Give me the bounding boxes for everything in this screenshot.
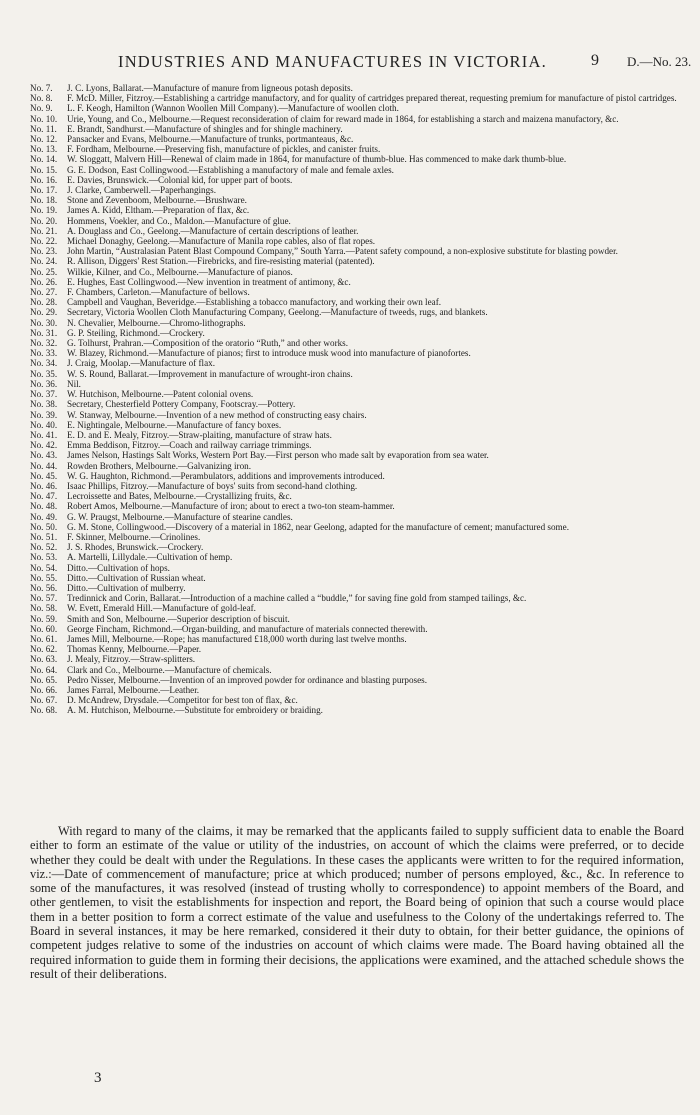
entry-text: W. S. Round, Ballarat.—Improvement in manufacture of wrought-iron chains. [67, 368, 353, 379]
entry-number: No. 41. [30, 429, 58, 440]
entry-text: W. Evett, Emerald Hill.—Manufacture of gold-leaf. [67, 603, 256, 614]
list-item [30, 552, 684, 562]
entry-number: No. 22. [30, 236, 58, 247]
list-item [30, 267, 684, 277]
entry-number: No. 34. [30, 358, 58, 369]
entry-number: No. 23. [30, 246, 58, 257]
entry-number: No. 13. [30, 144, 58, 155]
list-item [30, 338, 684, 348]
entry-number: No. 59. [30, 613, 58, 624]
entry-text: F. Skinner, Melbourne.—Crinolines. [67, 531, 201, 542]
entry-number: No. 29. [30, 307, 58, 318]
list-item [30, 246, 684, 256]
list-item [30, 154, 684, 164]
list-item [30, 665, 684, 675]
entry-text: Stone and Zevenboom, Melbourne.—Brushware. [67, 195, 247, 206]
entry-number: No. 20. [30, 215, 58, 226]
list-item [30, 328, 684, 338]
list-item [30, 634, 684, 644]
entry-number: No. 30. [30, 317, 58, 328]
document-reference: D.—No. 23. [627, 54, 692, 69]
entry-text: G. W. Praugst, Melbourne.—Manufacture of stearine candles. [67, 511, 293, 522]
entry-text: J. S. Rhodes, Brunswick.—Crockery. [67, 542, 204, 553]
entry-text: W. Sloggatt, Malvern Hill—Renewal of claim made in 1864, for manufacture of thumb-blue. Has commenced to make dark thumb-blue. [67, 154, 567, 165]
entry-number: No. 18. [30, 195, 58, 206]
entry-text: G. P. Steiling, Richmond.—Crockery. [67, 327, 205, 338]
entry-number: No. 37. [30, 389, 58, 400]
entry-text: L. F. Keogh, Hamilton (Wannon Woollen Mill Company).—Manufacture of woollen cloth. [67, 103, 399, 114]
entry-text: W. Stanway, Melbourne.—Invention of a new method of constructing easy chairs. [67, 409, 367, 420]
list-item [30, 287, 684, 297]
entry-number: No. 36. [30, 378, 58, 389]
list-item [30, 114, 684, 124]
entry-text: W. G. Haughton, Richmond.—Perambulators, additions and improvements introduced. [67, 470, 385, 481]
list-item [30, 103, 684, 113]
entry-number: No. 55. [30, 572, 58, 583]
list-item [30, 583, 684, 593]
entry-number: No. 27. [30, 287, 58, 298]
entry-number: No. 10. [30, 113, 58, 124]
entry-number: No. 43. [30, 450, 58, 461]
list-item [30, 236, 684, 246]
entry-text: J. C. Lyons, Ballarat.—Manufacture of manure from ligneous potash deposits. [67, 83, 353, 93]
entry-text: James Farral, Melbourne.—Leather. [67, 684, 200, 695]
list-item [30, 695, 684, 705]
list-item [30, 614, 684, 624]
list-item [30, 165, 684, 175]
entry-text: Ditto.—Cultivation of mulberry. [67, 582, 186, 593]
entry-text: Hommens, Voekler, and Co., Maldon.—Manufacture of glue. [67, 215, 291, 226]
list-item [30, 256, 684, 266]
entry-text: Robert Amos, Melbourne.—Manufacture of iron; about to erect a two-ton steam-hammer. [67, 501, 395, 512]
entry-text: G. E. Dodson, East Collingwood.—Establishing a manufactory of male and female axles. [67, 164, 394, 175]
entry-number: No. 7. [30, 83, 53, 93]
entry-number: No. 38. [30, 399, 58, 410]
list-item [30, 654, 684, 664]
list-item [30, 358, 684, 368]
list-item [30, 175, 684, 185]
entry-number: No. 62. [30, 644, 58, 655]
list-item [30, 216, 684, 226]
entry-text: G. Tolhurst, Prahran.—Composition of the oratorio “Ruth,” and other works. [67, 338, 349, 349]
entry-number: No. 14. [30, 154, 58, 165]
entry-text: E. Brandt, Sandhurst.—Manufacture of shingles and for shingle machinery. [67, 123, 343, 134]
list-item [30, 491, 684, 501]
entry-text: N. Chevalier, Melbourne.—Chromo-lithographs. [67, 317, 246, 328]
entry-text: J. Mealy, Fitzroy.—Straw-splitters. [67, 654, 196, 665]
page-header [0, 52, 700, 74]
entry-text: James Mill, Melbourne.—Rope; has manufactured £18,000 worth during last twelve months. [67, 633, 407, 644]
list-item [30, 399, 684, 409]
body-paragraph: With regard to many of the claims, it may be remarked that the applicants failed to supply sufficient data to enable the Board either to form an estimate of the value or utility of the industries, on account of which the claims were preferred, or to decide whether they could be dealt with under the Regulations. In these cases the applicants were written to for the required information, viz.:—Date of commencement of manufacture; price at which produced; number of persons employed, &c., &c. In reference to some of the manufactures, it was resolved (instead of trusting wholly to correspondence) to appoint members of the Board, and other gentlemen, to visit the establishments for inspection and report, the Board being of opinion that such a course would place them in a better position to form a correct estimate of the value and usefulness to the Colony of the undertakings referred to. The Board in several instances, it may be here remarked, considered it their duty to obtain, for their better guidance, the opinions of competent judges relative to some of the industries on account of which claims were made. The Board having obtained all the required information to guide them in forming their decisions, the applications were examined, and the attached schedule shows the result of their deliberations. [30, 824, 684, 981]
entry-text: Campbell and Vaughan, Beveridge.—Establishing a tobacco manufactory, and working their own leaf. [67, 297, 442, 308]
list-item [30, 440, 684, 450]
entry-number: No. 47. [30, 491, 58, 502]
entry-number: No. 42. [30, 440, 58, 451]
entry-text: F. McD. Miller, Fitzroy.—Establishing a cartridge manufactory, and for quality of cartridges prepared thereat, requesting premium for manufacture of pistol cartridges. [67, 93, 677, 104]
entry-text: R. Allison, Diggers' Rest Station.—Firebricks, and fire-resisting material (patented). [67, 256, 375, 267]
entry-number: No. 67. [30, 695, 58, 706]
entry-number: No. 12. [30, 134, 58, 145]
entry-text: Ditto.—Cultivation of Russian wheat. [67, 572, 206, 583]
entry-number: No. 21. [30, 225, 58, 236]
list-item [30, 685, 684, 695]
entry-text: F. Chambers, Carleton.—Manufacture of bellows. [67, 287, 250, 298]
entry-text: Secretary, Victoria Woollen Cloth Manufacturing Company, Geelong.—Manufacture of tweeds, rugs, and blankets. [67, 307, 488, 318]
list-item [30, 83, 684, 93]
entry-text: Tredinnick and Corin, Ballarat.—Introduction of a machine called a “buddle,” for saving fine gold from stamped tailings, &c. [67, 593, 527, 604]
entry-number: No. 11. [30, 123, 57, 134]
list-item [30, 624, 684, 634]
entry-text: E. Hughes, East Collingwood.—New invention in treatment of antimony, &c. [67, 276, 351, 287]
list-item [30, 603, 684, 613]
entry-number: No. 57. [30, 593, 58, 604]
entry-text: W. Blazey, Richmond.—Manufacture of pianos; first to introduce musk wood into manufacture of pianofortes. [67, 348, 471, 359]
list-item [30, 379, 684, 389]
claims-list [30, 83, 684, 716]
entry-text: Isaac Phillips, Fitzroy.—Manufacture of boys' suits from second-hand clothing. [67, 480, 358, 491]
entry-text: Smith and Son, Melbourne.—Superior description of biscuit. [67, 613, 290, 624]
entry-text: E. D. and E. Mealy, Fitzroy.—Straw-plaiting, manufacture of straw hats. [67, 429, 332, 440]
entry-number: No. 28. [30, 297, 58, 308]
entry-number: No. 61. [30, 633, 58, 644]
entry-text: E. Nightingale, Melbourne.—Manufacture of fancy boxes. [67, 419, 282, 430]
list-item [30, 705, 684, 715]
entry-number: No. 8. [30, 93, 53, 104]
list-item [30, 501, 684, 511]
list-item [30, 124, 684, 134]
entry-text: John Martin, “Australasian Patent Blast Compound Company,” South Yarra.—Patent safety compound, a non-explosive substitute for blasting powder. [67, 246, 618, 257]
entry-text: James Nelson, Hastings Salt Works, Western Port Bay.—First person who made salt by evaporation from sea water. [67, 450, 489, 461]
list-item [30, 277, 684, 287]
entry-text: James A. Kidd, Eltham.—Preparation of flax, &c. [67, 205, 250, 216]
entry-text: Michael Donaghy, Geelong.—Manufacture of Manila rope cables, also of flat ropes. [67, 236, 376, 247]
entry-text: Urie, Young, and Co., Melbourne.—Request reconsideration of claim for reward made in 1864, for establishing a starch and maizena manufactory, &c. [67, 113, 619, 124]
entry-number: No. 16. [30, 174, 58, 185]
entry-text: D. McAndrew, Drysdale.—Competitor for best ton of flax, &c. [67, 695, 298, 706]
list-item [30, 195, 684, 205]
entry-number: No. 26. [30, 276, 58, 287]
entry-text: G. M. Stone, Collingwood.—Discovery of a material in 1862, near Geelong, adapted for the manufacture of cement; manufactured some. [67, 521, 569, 532]
entry-text: George Fincham, Richmond.—Organ-building, and manufacture of materials connected therewith. [67, 623, 428, 634]
list-item [30, 318, 684, 328]
entry-number: No. 53. [30, 552, 58, 563]
list-item [30, 307, 684, 317]
list-item [30, 512, 684, 522]
entry-text: Emma Beddison, Fitzroy.—Coach and railway carriage trimmings. [67, 440, 312, 451]
entry-text: J. Craig, Moolap.—Manufacture of flax. [67, 358, 215, 369]
entry-text: Lecroissette and Bates, Melbourne.—Crystallizing fruits, &c. [67, 491, 292, 502]
entry-number: No. 54. [30, 562, 58, 573]
entry-number: No. 48. [30, 501, 58, 512]
entry-text: Thomas Kenny, Melbourne.—Paper. [67, 644, 201, 655]
list-item [30, 144, 684, 154]
entry-number: No. 31. [30, 327, 58, 338]
list-item [30, 420, 684, 430]
folio-number: 3 [94, 1070, 102, 1086]
list-item [30, 410, 684, 420]
entry-number: No. 19. [30, 205, 58, 216]
list-item [30, 573, 684, 583]
list-item [30, 522, 684, 532]
list-item [30, 644, 684, 654]
entry-number: No. 44. [30, 460, 58, 471]
entry-number: No. 66. [30, 684, 58, 695]
entry-number: No. 35. [30, 368, 58, 379]
entry-number: No. 63. [30, 654, 58, 665]
entry-text: Wilkie, Kilner, and Co., Melbourne.—Manufacture of pianos. [67, 266, 293, 277]
entry-number: No. 32. [30, 338, 58, 349]
entry-number: No. 9. [30, 103, 53, 114]
entry-text: E. Davies, Brunswick.—Colonial kid, for upper part of boots. [67, 174, 293, 185]
list-item [30, 389, 684, 399]
entry-text: J. Clarke, Camberwell.—Paperhangings. [67, 185, 217, 196]
entry-number: No. 24. [30, 256, 58, 267]
entry-number: No. 39. [30, 409, 58, 420]
entry-text: W. Hutchison, Melbourne.—Patent colonial ovens. [67, 389, 254, 400]
list-item [30, 461, 684, 471]
list-item [30, 532, 684, 542]
list-item [30, 675, 684, 685]
entry-number: No. 50. [30, 521, 58, 532]
entry-number: No. 17. [30, 185, 58, 196]
entry-text: Ditto.—Cultivation of hops. [67, 562, 170, 573]
list-item [30, 93, 684, 103]
list-item [30, 430, 684, 440]
entry-text: Pedro Nisser, Melbourne.—Invention of an improved powder for ordinance and blasting purposes. [67, 674, 427, 685]
entry-number: No. 49. [30, 511, 58, 522]
entry-number: No. 33. [30, 348, 58, 359]
entry-number: No. 60. [30, 623, 58, 634]
list-item [30, 542, 684, 552]
entry-text: Secretary, Chesterfield Pottery Company, Footscray.—Pottery. [67, 399, 296, 410]
entry-number: No. 25. [30, 266, 58, 277]
page-title: INDUSTRIES AND MANUFACTURES IN VICTORIA. [118, 52, 547, 71]
entry-text: Nil. [67, 378, 81, 389]
entry-number: No. 65. [30, 674, 58, 685]
list-item [30, 205, 684, 215]
entry-number: No. 56. [30, 582, 58, 593]
entry-text: Clark and Co., Melbourne.—Manufacture of chemicals. [67, 664, 272, 675]
entry-text: Pansacker and Evans, Melbourne.—Manufacture of trunks, portmanteaus, &c. [67, 134, 354, 145]
entry-number: No. 64. [30, 664, 58, 675]
entry-text: Rowden Brothers, Melbourne.—Galvanizing iron. [67, 460, 251, 471]
list-item [30, 481, 684, 491]
entry-text: A. M. Hutchison, Melbourne.—Substitute for embroidery or braiding. [67, 705, 323, 716]
list-item [30, 450, 684, 460]
entry-number: No. 51. [30, 531, 58, 542]
entry-text: F. Fordham, Melbourne.—Preserving fish, manufacture of pickles, and canister fruits. [67, 144, 381, 155]
list-item [30, 134, 684, 144]
entry-number: No. 45. [30, 470, 58, 481]
entry-number: No. 68. [30, 705, 58, 716]
entry-text: A. Douglass and Co., Geelong.—Manufacture of certain descriptions of leather. [67, 225, 359, 236]
list-item [30, 226, 684, 236]
list-item [30, 563, 684, 573]
entry-number: No. 15. [30, 164, 58, 175]
list-item [30, 593, 684, 603]
page-number: 9 [591, 52, 599, 69]
entry-number: No. 40. [30, 419, 58, 430]
entry-number: No. 46. [30, 480, 58, 491]
entry-number: No. 52. [30, 542, 58, 553]
list-item [30, 348, 684, 358]
entry-number: No. 58. [30, 603, 58, 614]
list-item [30, 471, 684, 481]
entry-text: A. Martelli, Lillydale.—Cultivation of hemp. [67, 552, 233, 563]
list-item [30, 185, 684, 195]
list-item [30, 369, 684, 379]
list-item [30, 297, 684, 307]
